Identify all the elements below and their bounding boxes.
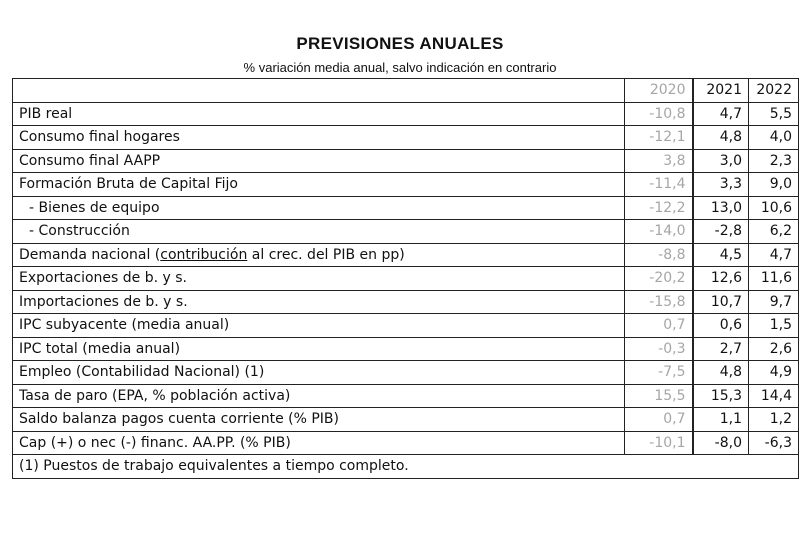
table-row xyxy=(13,361,799,385)
row-label: - Construcción xyxy=(13,220,625,244)
value-2020: -10,1 xyxy=(625,431,693,455)
table-row xyxy=(13,102,799,126)
row-label-part: Demanda nacional ( xyxy=(19,246,161,263)
value-2022: 5,5 xyxy=(749,102,799,126)
value-2020: 0,7 xyxy=(625,314,693,338)
row-label: Importaciones de b. y s. xyxy=(13,290,625,314)
row-label: Empleo (Contabilidad Nacional) (1) xyxy=(13,361,625,385)
value-2021: 3,0 xyxy=(693,149,749,173)
value-2022: 9,0 xyxy=(749,173,799,197)
value-2020: -20,2 xyxy=(625,267,693,291)
value-2020: -7,5 xyxy=(625,361,693,385)
value-2022: 6,2 xyxy=(749,220,799,244)
value-2020: -12,2 xyxy=(625,196,693,220)
value-2022: 4,0 xyxy=(749,126,799,150)
value-2021: 4,8 xyxy=(693,361,749,385)
row-label: IPC subyacente (media anual) xyxy=(13,314,625,338)
value-2020: -14,0 xyxy=(625,220,693,244)
value-2022: 4,9 xyxy=(749,361,799,385)
row-label: PIB real xyxy=(13,102,625,126)
table-row xyxy=(13,126,799,150)
row-label: Tasa de paro (EPA, % población activa) xyxy=(13,384,625,408)
table-row xyxy=(13,267,799,291)
footnote: (1) Puestos de trabajo equivalentes a tiempo completo. xyxy=(13,455,799,479)
table-row xyxy=(13,196,799,220)
value-2021: 0,6 xyxy=(693,314,749,338)
header-row xyxy=(13,79,799,103)
row-label: - Bienes de equipo xyxy=(13,196,625,220)
value-2020: -8,8 xyxy=(625,243,693,267)
header-label-cell xyxy=(13,79,625,103)
value-2021: -8,0 xyxy=(693,431,749,455)
table-row xyxy=(13,431,799,455)
row-label: Consumo final hogares xyxy=(13,126,625,150)
table-row xyxy=(13,384,799,408)
value-2022: 2,6 xyxy=(749,337,799,361)
value-2020: 0,7 xyxy=(625,408,693,432)
header-year-2021: 2021 xyxy=(693,79,749,103)
page-subtitle: % variación media anual, salvo indicación en contrario xyxy=(243,60,557,75)
row-label: Saldo balanza pagos cuenta corriente (% PIB) xyxy=(13,408,625,432)
table-row xyxy=(13,149,799,173)
value-2021: 10,7 xyxy=(693,290,749,314)
value-2022: 10,6 xyxy=(749,196,799,220)
value-2022: -6,3 xyxy=(749,431,799,455)
value-2021: 3,3 xyxy=(693,173,749,197)
value-2022: 14,4 xyxy=(749,384,799,408)
value-2020: 15,5 xyxy=(625,384,693,408)
value-2020: -11,4 xyxy=(625,173,693,197)
value-2021: 4,5 xyxy=(693,243,749,267)
table-row xyxy=(13,220,799,244)
row-label: Consumo final AAPP xyxy=(13,149,625,173)
value-2021: 1,1 xyxy=(693,408,749,432)
forecast-table xyxy=(12,78,799,479)
value-2021: 12,6 xyxy=(693,267,749,291)
value-2022: 1,5 xyxy=(749,314,799,338)
value-2021: 4,7 xyxy=(693,102,749,126)
table-row xyxy=(13,337,799,361)
value-2022: 11,6 xyxy=(749,267,799,291)
value-2020: -15,8 xyxy=(625,290,693,314)
value-2022: 4,7 xyxy=(749,243,799,267)
value-2021: -2,8 xyxy=(693,220,749,244)
row-label xyxy=(13,243,625,267)
value-2020: -0,3 xyxy=(625,337,693,361)
row-label-part: al crec. del PIB en pp) xyxy=(247,246,405,263)
row-label: Cap (+) o nec (-) financ. AA.PP. (% PIB) xyxy=(13,431,625,455)
row-label: Formación Bruta de Capital Fijo xyxy=(13,173,625,197)
table-row xyxy=(13,314,799,338)
page-title: PREVISIONES ANUALES xyxy=(296,34,504,53)
table-row xyxy=(13,243,799,267)
row-label-underlined: contribución xyxy=(160,246,248,263)
row-label: IPC total (media anual) xyxy=(13,337,625,361)
table-row xyxy=(13,408,799,432)
value-2020: -12,1 xyxy=(625,126,693,150)
value-2021: 13,0 xyxy=(693,196,749,220)
value-2022: 9,7 xyxy=(749,290,799,314)
value-2021: 4,8 xyxy=(693,126,749,150)
value-2021: 2,7 xyxy=(693,337,749,361)
header-year-2022: 2022 xyxy=(749,79,799,103)
value-2022: 1,2 xyxy=(749,408,799,432)
value-2020: 3,8 xyxy=(625,149,693,173)
table-row xyxy=(13,173,799,197)
footnote-row xyxy=(13,455,799,479)
value-2022: 2,3 xyxy=(749,149,799,173)
value-2021: 15,3 xyxy=(693,384,749,408)
row-label: Exportaciones de b. y s. xyxy=(13,267,625,291)
table-row xyxy=(13,290,799,314)
value-2020: -10,8 xyxy=(625,102,693,126)
header-year-2020: 2020 xyxy=(625,79,693,103)
